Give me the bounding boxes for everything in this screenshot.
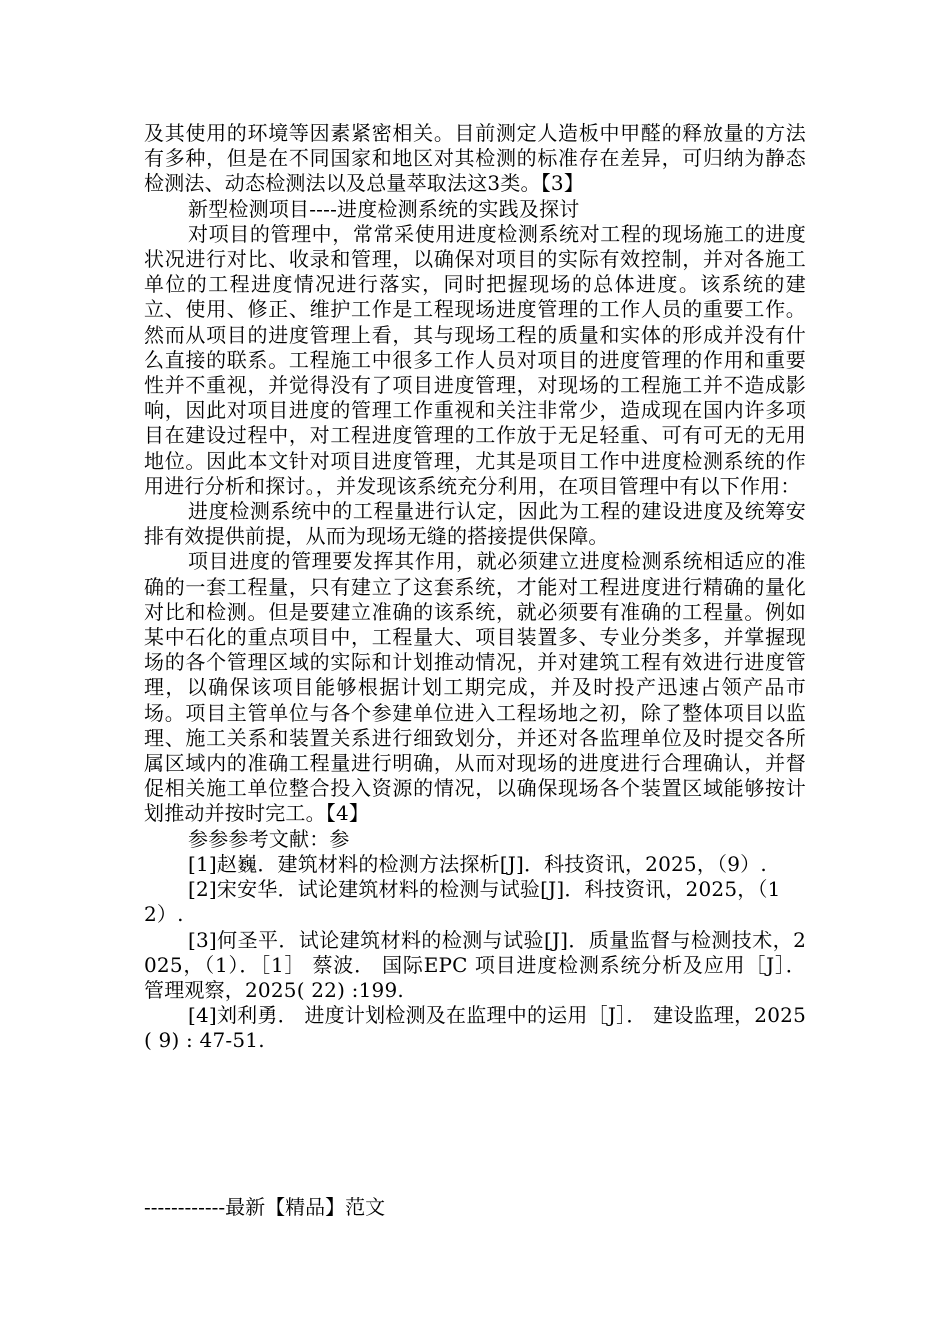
- paragraph-progress-system: 对项目的管理中，常常采使用进度检测系统对工程的现场施工的进度状况进行对比、收录和管理，以确保对项目的实际有效控制，并对各施工单位的工程进度情况进行落实，同时把握现场的总体进度。该系统的建立、使用、修正、维护工作是工程现场进度管理的工作人员的重要工作。然而从项目的进度管理上看，其与现场工程的质量和实体的形成并没有什么直接的联系。工程施工中很多工作人员对项目的进度管理的作用和重要性并不重视，并觉得没有了项目进度管理，对现场的工程施工并不造成影响，因此对项目进度的管理工作重视和关注非常少，造成现在国内许多项目在建设过程中，对工程进度管理的工作放于无足轻重、可有可无的无用地位。因此本文针对项目进度管理，尤其是项目工作中进度检测系统的作用进行分析和探讨。，并发现该系统充分利用，在项目管理中有以下作用：: [144, 221, 806, 498]
- paragraph-intro-continuation: 及其使用的环境等因素紧密相关。目前测定人造板中甲醛的释放量的方法有多种，但是在不同国家和地区对其检测的标准存在差异，可归纳为静态检测法、动态检测法以及总量萃取法这3类。【3】: [144, 121, 806, 196]
- reference-item-2: [2]宋安华．试论建筑材料的检测与试验[J]．科技资讯，2025，（12）.: [144, 877, 781, 927]
- reference-item-3: [3]何圣平．试论建筑材料的检测与试验[J]．质量监督与检测技术，2025，（1）．［1］ 蔡波． 国际EPC 项目进度检测系统分析及应用［J］．管理观察，2025( 22) :199.: [144, 927, 806, 1002]
- reference-item-4: [4]刘利勇． 进度计划检测及在监理中的运用［J］． 建设监理，2025( 9) : 47-51.: [144, 1003, 806, 1053]
- document-body: [144, 121, 806, 1054]
- paragraph-quantity-confirmation: 进度检测系统中的工程量进行认定，因此为工程的建设进度及统筹安排有效提供前提，从而为现场无缝的搭接提供保障。: [144, 499, 806, 549]
- references-heading: 参参参考文献：参: [188, 826, 350, 851]
- section-heading: 新型检测项目----进度检测系统的实践及探讨: [188, 196, 580, 221]
- page-footer: ------------最新【精品】范文: [144, 1195, 386, 1219]
- paragraph-project-example: 项目进度的管理要发挥其作用，就必须建立进度检测系统相适应的准确的一套工程量，只有建立了这套系统，才能对工程进度进行精确的量化对比和检测。但是要建立准确的该系统，就必须要有准确的工程量。例如某中石化的重点项目中，工程量大、项目装置多、专业分类多，并掌握现场的各个管理区域的实际和计划推动情况，并对建筑工程有效进行进度管理，以确保该项目能够根据计划工期完成，并及时投产迅速占领产品市场。项目主管单位与各个参建单位进入工程场地之初，除了整体项目以监理、施工关系和装置关系进行细致划分，并还对各监理单位及时提交各所属区域内的准确工程量进行明确，从而对现场的进度进行合理确认，并督促相关施工单位整合投入资源的情况，以确保现场各个装置区域能够按计划推动并按时完工。【4】: [144, 549, 806, 826]
- reference-item-1: [1]赵巍．建筑材料的检测方法探析[J]．科技资讯，2025，（9）.: [188, 851, 767, 876]
